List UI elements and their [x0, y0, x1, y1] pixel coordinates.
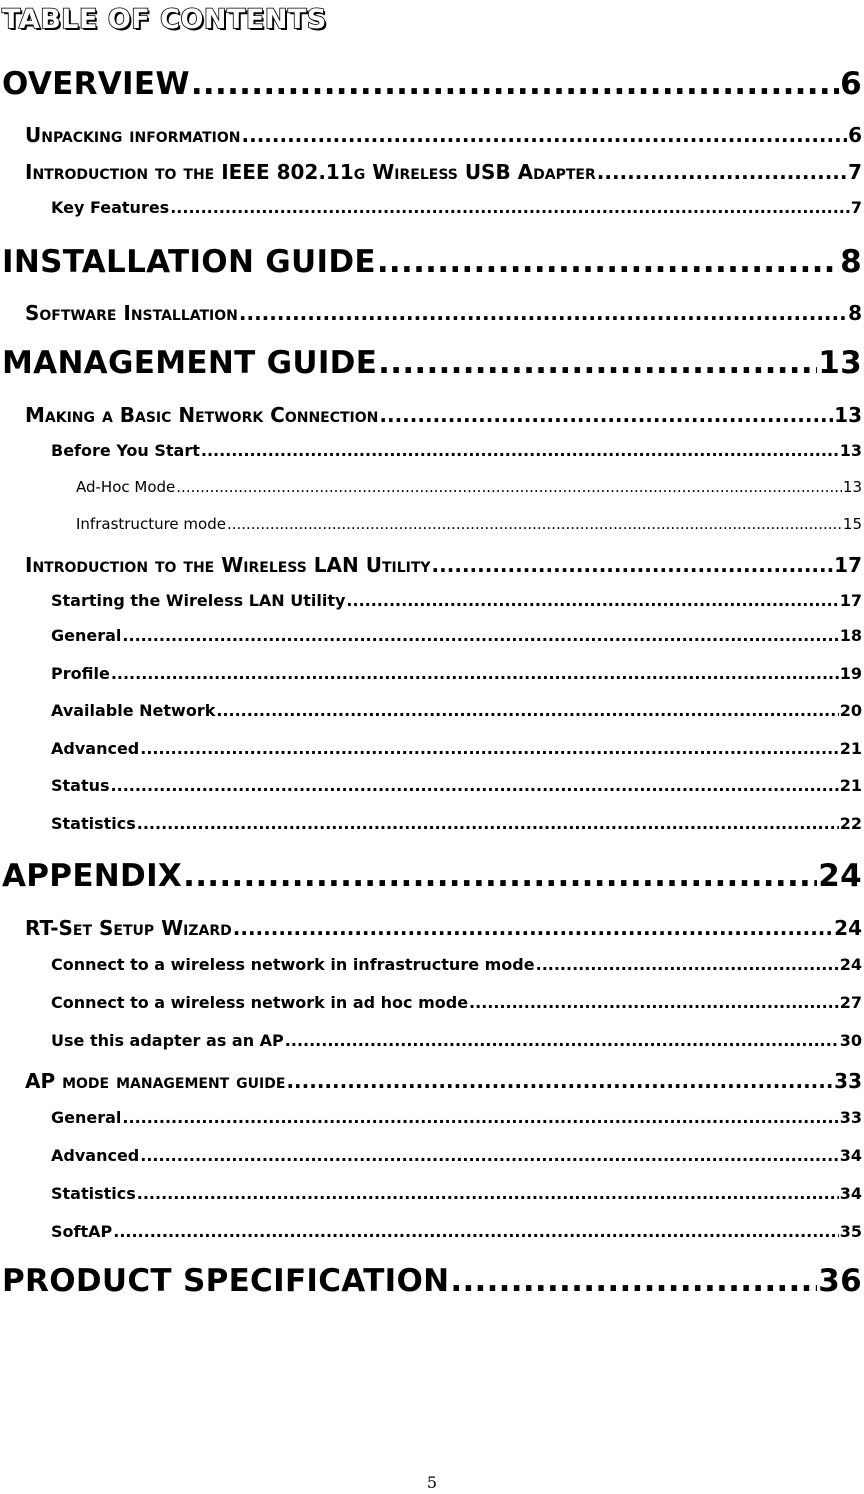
toc-entry[interactable]: [25, 159, 862, 185]
toc-entry-label: Available Network: [51, 701, 216, 720]
toc-entry-label: Infrastructure mode: [76, 515, 226, 533]
toc-entry-label: INSTALLATION GUIDE: [2, 244, 376, 280]
dot-leader: [450, 1263, 817, 1299]
toc-entry[interactable]: [51, 992, 862, 1014]
toc-entry[interactable]: [25, 915, 862, 941]
toc-entry-page: 21: [839, 776, 862, 795]
dot-leader: [346, 590, 838, 612]
toc-entry-page: 7: [850, 198, 862, 217]
dot-leader: [170, 197, 850, 219]
toc-entry-label: Introduction to the Wireless LAN Utility: [25, 553, 431, 577]
toc-entry-label: OVERVIEW: [2, 66, 190, 102]
toc-entry[interactable]: [25, 122, 862, 148]
toc-entry[interactable]: [51, 625, 862, 647]
dot-leader: [140, 738, 838, 760]
toc-entry-page: 33: [839, 1108, 862, 1127]
toc-entry-label: Advanced: [51, 739, 140, 758]
toc-entry-page: 15: [842, 515, 862, 533]
toc-entry-label: Connect to a wireless network in ad hoc mode: [51, 993, 469, 1012]
toc-entry[interactable]: [2, 1263, 862, 1299]
toc-entry-page: 34: [839, 1184, 862, 1203]
toc-entry[interactable]: [51, 1030, 862, 1052]
toc-entry[interactable]: [51, 440, 862, 462]
toc-entry[interactable]: [51, 1221, 862, 1243]
toc-entry-page: 34: [839, 1146, 862, 1165]
toc-entry-label: APPENDIX: [2, 858, 183, 894]
toc-entry-page: 13: [839, 441, 862, 460]
toc-entry[interactable]: [2, 66, 862, 102]
toc-entry-page: 20: [839, 701, 862, 720]
toc-entry[interactable]: [51, 813, 862, 835]
toc-title: TABLE OF CONTENTS: [2, 4, 327, 35]
dot-leader: [239, 300, 847, 326]
toc-entry-label: Before You Start: [51, 441, 200, 460]
toc-entry[interactable]: [51, 590, 862, 612]
toc-entry-label: General: [51, 1108, 122, 1127]
toc-entry-page: 27: [839, 993, 862, 1012]
toc-entry-label: General: [51, 626, 122, 645]
toc-entry-label: Advanced: [51, 1146, 140, 1165]
toc-entry-page: 24: [818, 858, 862, 894]
toc-entry[interactable]: [2, 244, 862, 280]
toc-entry[interactable]: [51, 1183, 862, 1205]
toc-entry-page: 6: [840, 66, 862, 102]
toc-entry-label: Making a Basic Network Connection: [25, 403, 379, 427]
dot-leader: [176, 477, 842, 497]
toc-entry-label: MANAGEMENT GUIDE: [2, 345, 378, 381]
dot-leader: [285, 1030, 839, 1052]
toc-entry-label: PRODUCT SPECIFICATION: [2, 1263, 450, 1299]
dot-leader: [432, 552, 834, 578]
toc-entry[interactable]: [25, 1068, 862, 1094]
toc-entry-page: 13: [818, 345, 862, 381]
toc-entry[interactable]: [76, 514, 862, 534]
toc-entry[interactable]: [25, 402, 862, 428]
toc-entry-page: 17: [839, 591, 862, 610]
toc-entry-label: AP mode management guide: [25, 1069, 286, 1093]
dot-leader: [227, 514, 842, 534]
toc-entry-label: Connect to a wireless network in infrastructure mode: [51, 955, 535, 974]
toc-entry-page: 35: [839, 1222, 862, 1241]
toc-entry[interactable]: [51, 1107, 862, 1129]
dot-leader: [122, 625, 838, 647]
dot-leader: [379, 402, 833, 428]
toc-entry-page: 36: [818, 1263, 862, 1299]
toc-entry-page: 21: [839, 739, 862, 758]
toc-entry-page: 30: [839, 1031, 862, 1050]
toc-entry[interactable]: [51, 700, 862, 722]
dot-leader: [191, 66, 839, 102]
dot-leader: [469, 992, 839, 1014]
toc-entry-page: 13: [834, 403, 862, 427]
toc-entry[interactable]: [2, 858, 862, 894]
dot-leader: [201, 440, 839, 462]
toc-entry-label: Ad-Hoc Mode: [76, 478, 176, 496]
toc-entry-label: Statistics: [51, 814, 136, 833]
toc-entry[interactable]: [51, 663, 862, 685]
toc-entry[interactable]: [51, 1145, 862, 1167]
toc-entry-page: 8: [840, 244, 862, 280]
toc-entry-label: Key Features: [51, 198, 170, 217]
toc-entry[interactable]: [51, 775, 862, 797]
dot-leader: [242, 122, 848, 148]
dot-leader: [137, 813, 839, 835]
toc-entry-page: 7: [848, 160, 862, 184]
toc-entry-label: Starting the Wireless LAN Utility: [51, 591, 346, 610]
dot-leader: [111, 663, 839, 685]
dot-leader: [377, 244, 839, 280]
toc-entry-page: 18: [839, 626, 862, 645]
toc-entry-label: Use this adapter as an AP: [51, 1031, 284, 1050]
dot-leader: [233, 915, 833, 941]
toc-entry[interactable]: [25, 300, 862, 326]
toc-entry-page: 19: [839, 664, 862, 683]
dot-leader: [597, 159, 847, 185]
toc-entry[interactable]: [2, 345, 862, 381]
toc-entry-page: 24: [839, 955, 862, 974]
dot-leader: [140, 1145, 838, 1167]
toc-entry-page: 6: [848, 123, 862, 147]
toc-entry-page: 17: [834, 553, 862, 577]
toc-entry-label: SoftAP: [51, 1222, 113, 1241]
toc-entry-page: 22: [839, 814, 862, 833]
dot-leader: [378, 345, 817, 381]
dot-leader: [113, 1221, 839, 1243]
dot-leader: [536, 954, 839, 976]
toc-entry-page: 33: [834, 1069, 862, 1093]
toc-entry[interactable]: [51, 954, 862, 976]
dot-leader: [286, 1068, 833, 1094]
toc-entry-label: Profile: [51, 664, 110, 683]
toc-entry-label: Introduction to the IEEE 802.11g Wireless USB Adapter: [25, 160, 596, 184]
toc-entry-label: Statistics: [51, 1184, 136, 1203]
toc-entry-page: 24: [834, 916, 862, 940]
toc-entry-label: Status: [51, 776, 110, 795]
toc-entry-page: 13: [842, 478, 862, 496]
toc-entry[interactable]: [25, 552, 862, 578]
dot-leader: [111, 775, 839, 797]
page-number: 5: [426, 1473, 438, 1492]
toc-entry[interactable]: [51, 738, 862, 760]
dot-leader: [122, 1107, 838, 1129]
toc-entry[interactable]: [76, 477, 862, 497]
dot-leader: [216, 700, 838, 722]
toc-entry-label: RT-Set Setup Wizard: [25, 916, 232, 940]
toc-entry-page: 8: [848, 301, 862, 325]
toc-entry-label: Unpacking information: [25, 123, 241, 147]
toc-entry[interactable]: [51, 197, 862, 219]
dot-leader: [137, 1183, 839, 1205]
dot-leader: [183, 858, 817, 894]
toc-entry-label: Software Installation: [25, 301, 238, 325]
